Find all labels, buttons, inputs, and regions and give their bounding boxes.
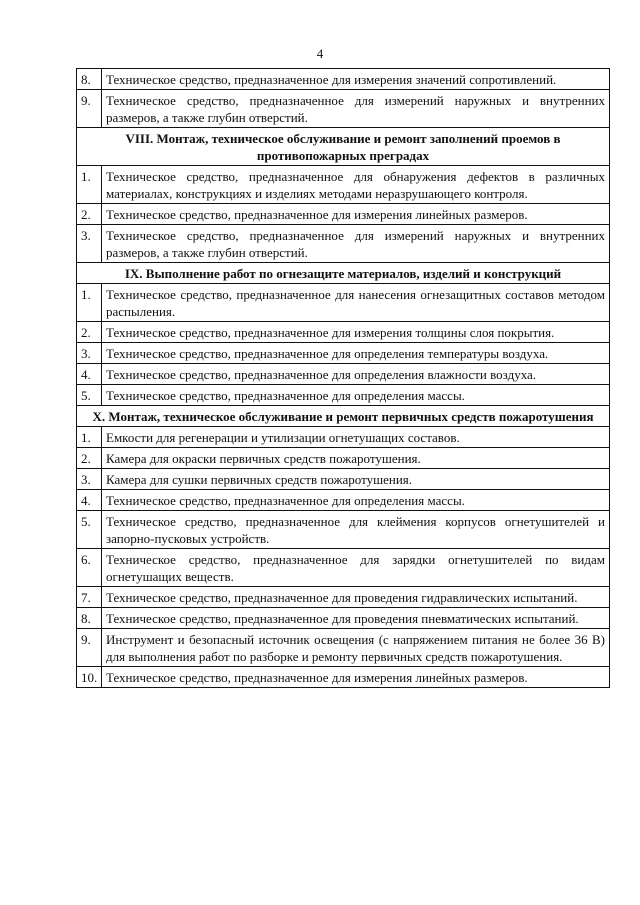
item-description: Техническое средство, предназначенное для определения массы.	[102, 490, 610, 511]
section-header-row	[77, 128, 610, 166]
table-row	[77, 608, 610, 629]
item-description: Техническое средство, предназначенное для обнаружения дефектов в различных материалах, конструкциях и изделиях методами неразрушающего контроля.	[102, 166, 610, 204]
item-number: 4.	[77, 364, 102, 385]
item-description: Техническое средство, предназначенное для нанесения огнезащитных составов методом распыления.	[102, 284, 610, 322]
table-row	[77, 469, 610, 490]
table-row	[77, 549, 610, 587]
section-title: VIII. Монтаж, техническое обслуживание и ремонт заполнений проемов в противопожарных преградах	[77, 128, 610, 166]
item-description: Камера для окраски первичных средств пожаротушения.	[102, 448, 610, 469]
table-row	[77, 490, 610, 511]
table-row	[77, 385, 610, 406]
section-title: X. Монтаж, техническое обслуживание и ремонт первичных средств пожаротушения	[77, 406, 610, 427]
table-row	[77, 284, 610, 322]
section-header-row	[77, 406, 610, 427]
equipment-table	[76, 68, 610, 688]
item-description: Техническое средство, предназначенное для проведения пневматических испытаний.	[102, 608, 610, 629]
item-description: Техническое средство, предназначенное для измерения линейных размеров.	[102, 204, 610, 225]
item-description: Техническое средство, предназначенное для измерения толщины слоя покрытия.	[102, 322, 610, 343]
item-number: 6.	[77, 549, 102, 587]
item-number: 9.	[77, 90, 102, 128]
table-row	[77, 322, 610, 343]
item-number: 7.	[77, 587, 102, 608]
table-row	[77, 667, 610, 688]
section-title: IX. Выполнение работ по огнезащите материалов, изделий и конструкций	[77, 263, 610, 284]
item-description: Камера для сушки первичных средств пожаротушения.	[102, 469, 610, 490]
table-row	[77, 448, 610, 469]
item-number: 9.	[77, 629, 102, 667]
item-number: 1.	[77, 284, 102, 322]
table-row	[77, 364, 610, 385]
item-description: Техническое средство, предназначенное для определения влажности воздуха.	[102, 364, 610, 385]
table-row	[77, 343, 610, 364]
item-number: 3.	[77, 469, 102, 490]
table-row	[77, 204, 610, 225]
item-number: 4.	[77, 490, 102, 511]
table-row	[77, 629, 610, 667]
item-description: Техническое средство, предназначенное для измерения линейных размеров.	[102, 667, 610, 688]
table-row	[77, 511, 610, 549]
item-number: 3.	[77, 343, 102, 364]
item-number: 8.	[77, 69, 102, 90]
table-row	[77, 427, 610, 448]
item-description: Техническое средство, предназначенное для определения массы.	[102, 385, 610, 406]
item-description: Техническое средство, предназначенное для зарядки огнетушителей по видам огнетушащих веществ.	[102, 549, 610, 587]
item-description: Емкости для регенерации и утилизации огнетушащих составов.	[102, 427, 610, 448]
item-number: 1.	[77, 166, 102, 204]
equipment-table-body	[77, 69, 610, 688]
item-number: 8.	[77, 608, 102, 629]
item-description: Техническое средство, предназначенное для измерений наружных и внутренних размеров, а также глубин отверстий.	[102, 90, 610, 128]
item-description: Техническое средство, предназначенное для измерений наружных и внутренних размеров, а также глубин отверстий.	[102, 225, 610, 263]
item-number: 1.	[77, 427, 102, 448]
item-description: Техническое средство, предназначенное для клеймения корпусов огнетушителей и запорно-пусковых устройств.	[102, 511, 610, 549]
item-number: 2.	[77, 448, 102, 469]
item-description: Техническое средство, предназначенное для определения температуры воздуха.	[102, 343, 610, 364]
table-row	[77, 90, 610, 128]
item-description: Техническое средство, предназначенное для измерения значений сопротивлений.	[102, 69, 610, 90]
item-description: Техническое средство, предназначенное для проведения гидравлических испытаний.	[102, 587, 610, 608]
page-number: 4	[316, 46, 324, 61]
table-row	[77, 225, 610, 263]
item-number: 3.	[77, 225, 102, 263]
section-header-row	[77, 263, 610, 284]
item-number: 5.	[77, 385, 102, 406]
item-number: 5.	[77, 511, 102, 549]
item-number: 10.	[77, 667, 102, 688]
table-row	[77, 69, 610, 90]
table-row	[77, 587, 610, 608]
item-number: 2.	[77, 322, 102, 343]
table-row	[77, 166, 610, 204]
item-description: Инструмент и безопасный источник освещения (с напряжением питания не более 36 В) для выполнения работ по разборке и ремонту первичных средств пожаротушения.	[102, 629, 610, 667]
item-number: 2.	[77, 204, 102, 225]
